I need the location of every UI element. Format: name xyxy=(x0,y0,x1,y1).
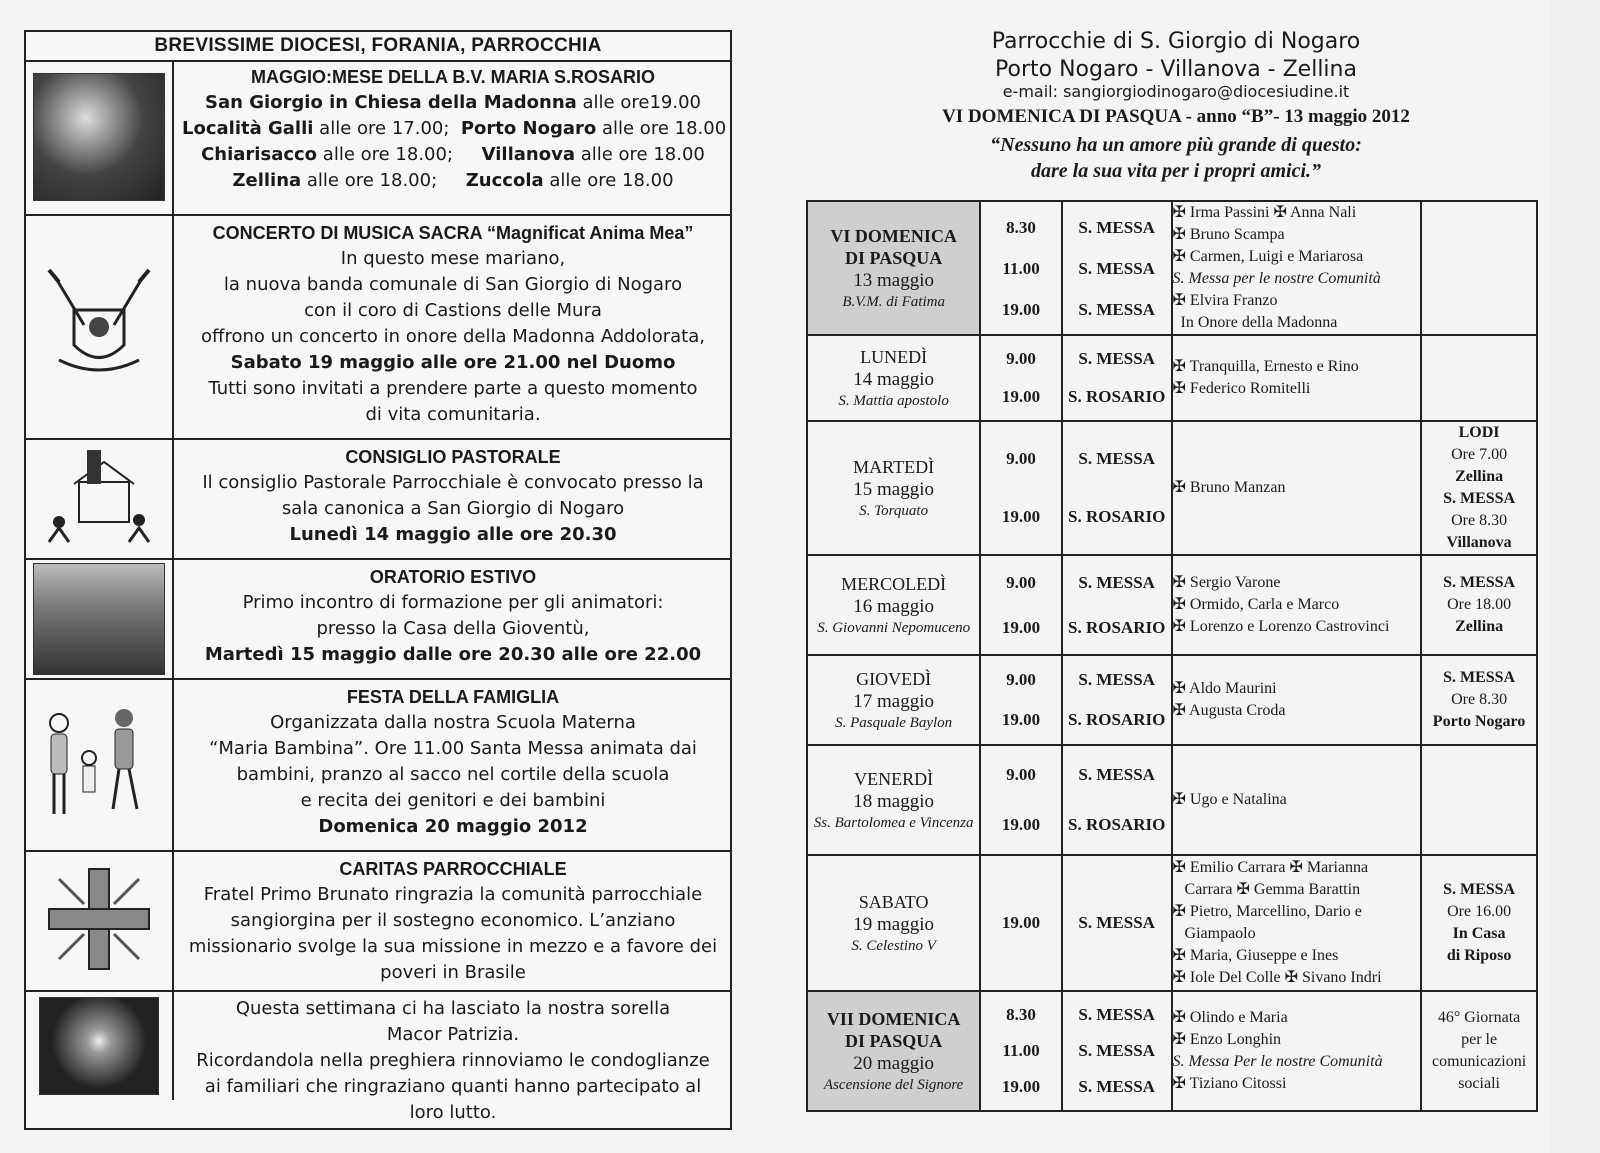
section-line: missionario svolge la sua missione in mezzo e a favore dei xyxy=(188,936,718,957)
news-section xyxy=(26,680,730,852)
section-line: e recita dei genitori e dei bambini xyxy=(300,790,606,811)
bulletin-title: VI DOMENICA DI PASQUA - anno “B”- 13 maggio 2012 xyxy=(942,106,1410,127)
section-line: ai familiari che ringraziano quanti hanno partecipato al xyxy=(204,1076,702,1097)
schedule-note: Ore 8.30 xyxy=(1451,512,1508,529)
intentions-cell xyxy=(1172,991,1422,1111)
schedule-note: Porto Nogaro xyxy=(1432,713,1526,730)
schedule-note: S. MESSA xyxy=(1443,669,1516,686)
church-people-icon xyxy=(39,442,159,557)
service-type: S. MESSA xyxy=(1078,913,1155,932)
gospel-quote-line1: “Nessuno ha un amore più grande di questo: xyxy=(990,134,1362,156)
mass-intention: ✠ Ugo e Natalina xyxy=(1172,791,1287,808)
mass-time: 19.00 xyxy=(1001,815,1041,834)
mass-intention: ✠ Sergio Varone xyxy=(1172,574,1281,591)
news-section xyxy=(26,992,730,1123)
day-saint: Ascensione del Signore xyxy=(823,1076,964,1093)
service-type: S. MESSA xyxy=(1078,217,1155,237)
mass-time: 19.00 xyxy=(1001,299,1041,319)
mass-time: 11.00 xyxy=(1002,1041,1040,1060)
intentions-cell xyxy=(1172,335,1422,421)
mass-time: 19.00 xyxy=(1001,618,1041,637)
section-line: Fratel Primo Brunato ringrazia la comunità parrocchiale xyxy=(203,884,703,905)
mass-time: 9.00 xyxy=(1006,765,1036,784)
caritas-cross-icon xyxy=(44,864,154,979)
in-memoriam-icon xyxy=(39,997,159,1095)
service-cell xyxy=(1062,991,1172,1111)
schedule-time: alle ore 18.00 xyxy=(574,144,705,165)
day-saint: S. Mattia apostolo xyxy=(838,392,949,409)
day-cell xyxy=(807,991,980,1111)
section-thumbnail xyxy=(26,560,174,678)
news-section xyxy=(26,216,730,440)
section-thumbnail xyxy=(26,680,174,850)
adjacent-page-edge xyxy=(1550,0,1600,1153)
family-icon xyxy=(39,698,159,833)
service-type: S. ROSARIO xyxy=(1068,387,1166,406)
service-type: S. MESSA xyxy=(1078,449,1155,468)
band-emblem-icon xyxy=(39,265,159,390)
schedule-note: S. MESSA xyxy=(1443,574,1516,591)
intentions-cell xyxy=(1172,745,1422,855)
mass-time: 9.00 xyxy=(1006,573,1036,592)
day-name: GIOVEDÌ xyxy=(856,668,932,689)
time-cell xyxy=(980,201,1062,335)
schedule-note: LODI xyxy=(1458,424,1500,441)
day-name: MARTEDÌ xyxy=(853,456,935,477)
mass-intention: ✠ Aldo Maurini xyxy=(1172,680,1277,697)
section-thumbnail xyxy=(26,60,174,214)
section-title: FESTA DELLA FAMIGLIA xyxy=(346,687,560,707)
section-line xyxy=(182,142,724,168)
news-section xyxy=(26,560,730,680)
service-cell xyxy=(1062,655,1172,745)
mass-intention: ✠ Pietro, Marcellino, Dario e xyxy=(1172,903,1362,920)
schedule-note: In Casa xyxy=(1452,925,1506,942)
service-cell xyxy=(1062,201,1172,335)
time-cell xyxy=(980,555,1062,655)
schedule-time: alle ore 18.00; xyxy=(301,170,466,191)
mass-time: 9.00 xyxy=(1006,449,1036,468)
schedule-row xyxy=(807,655,1537,745)
mass-intention: ✠ Carmen, Luigi e Mariarosa xyxy=(1172,248,1364,265)
schedule-note: Zellina xyxy=(1455,468,1504,485)
mass-intention: In Onore della Madonna xyxy=(1172,314,1338,331)
intentions-cell xyxy=(1172,555,1422,655)
section-line: offrono un concerto in onore della Madonna Addolorata, xyxy=(201,326,705,347)
section-line xyxy=(182,168,724,194)
section-line: loro lutto. xyxy=(409,1102,497,1123)
mass-time: 19.00 xyxy=(1001,913,1041,932)
mass-time: 9.00 xyxy=(1006,670,1036,689)
day-name: VI DOMENICA xyxy=(830,225,957,246)
section-text xyxy=(176,560,730,678)
location-name: Villanova xyxy=(481,144,575,165)
section-thumbnail xyxy=(26,440,174,558)
time-cell xyxy=(980,421,1062,555)
intentions-cell xyxy=(1172,421,1422,555)
notes-cell xyxy=(1421,201,1537,335)
service-type: S. MESSA xyxy=(1078,299,1155,319)
mass-time: 8.30 xyxy=(1006,1005,1036,1024)
section-text xyxy=(176,216,730,438)
service-cell xyxy=(1062,335,1172,421)
section-line: Tutti sono invitati a prendere parte a questo momento xyxy=(208,378,698,399)
time-cell xyxy=(980,991,1062,1111)
mass-intention: ✠ Lorenzo e Lorenzo Castrovinci xyxy=(1172,618,1390,635)
location-name: Zuccola xyxy=(465,170,544,191)
gospel-quote-line2: dare la sua vita per i propri amici.” xyxy=(1031,160,1321,182)
news-section xyxy=(26,852,730,992)
section-highlight: Lunedì 14 maggio alle ore 20.30 xyxy=(289,524,617,545)
schedule-time: alle ore 17.00; xyxy=(313,118,461,139)
section-highlight: Domenica 20 maggio 2012 xyxy=(318,816,588,837)
day-cell xyxy=(807,855,980,991)
schedule-time: alle ore 18.00 xyxy=(596,118,727,139)
schedule-row xyxy=(807,335,1537,421)
time-cell xyxy=(980,745,1062,855)
day-name: SABATO xyxy=(858,891,929,912)
madonna-photo-icon xyxy=(33,73,165,201)
mass-time: 8.30 xyxy=(1006,217,1036,237)
section-text xyxy=(176,440,730,558)
mass-intention: ✠ Bruno Scampa xyxy=(1172,226,1285,243)
notes-cell xyxy=(1421,655,1537,745)
schedule-note: 46° Giornata xyxy=(1437,1009,1521,1026)
schedule-note: Villanova xyxy=(1446,534,1512,551)
day-saint: B.V.M. di Fatima xyxy=(842,293,945,310)
parish-name: Parrocchie di S. Giorgio di Nogaro xyxy=(991,29,1361,54)
schedule-row xyxy=(807,421,1537,555)
service-type: S. MESSA xyxy=(1078,573,1155,592)
section-text xyxy=(176,992,730,1123)
day-date: 20 maggio xyxy=(853,1052,935,1074)
mass-intention: S. Messa Per le nostre Comunità xyxy=(1172,1053,1383,1070)
day-name: VENERDÌ xyxy=(854,768,934,789)
service-type: S. MESSA xyxy=(1078,1041,1155,1060)
day-name: DI PASQUA xyxy=(845,1030,943,1051)
day-saint: Ss. Bartolomea e Vincenza xyxy=(813,814,974,831)
schedule-time: alle ore 18.00; xyxy=(317,144,482,165)
day-date: 18 maggio xyxy=(853,790,935,812)
day-date: 14 maggio xyxy=(853,368,935,390)
service-type: S. ROSARIO xyxy=(1068,815,1166,834)
time-cell xyxy=(980,335,1062,421)
schedule-note: sociali xyxy=(1458,1075,1500,1092)
day-saint: S. Giovanni Nepomuceno xyxy=(817,619,971,636)
service-cell xyxy=(1062,555,1172,655)
day-date: 16 maggio xyxy=(853,595,935,617)
day-date: 19 maggio xyxy=(853,913,935,935)
schedule-row xyxy=(807,855,1537,991)
section-text xyxy=(176,852,730,990)
service-type: S. MESSA xyxy=(1078,1005,1155,1024)
time-cell xyxy=(980,855,1062,991)
intentions-cell xyxy=(1172,201,1422,335)
mass-intention: ✠ Elvira Franzo xyxy=(1172,292,1278,309)
intentions-cell xyxy=(1172,655,1422,745)
mass-intention: ✠ Enzo Longhin xyxy=(1172,1031,1282,1048)
day-name: VII DOMENICA xyxy=(826,1008,961,1029)
day-date: 15 maggio xyxy=(853,478,935,500)
service-type: S. ROSARIO xyxy=(1068,618,1166,637)
section-line: Ricordandola nella preghiera rinnoviamo le condoglianze xyxy=(196,1050,710,1071)
schedule-note: Zellina xyxy=(1455,618,1504,635)
section-highlight: Martedì 15 maggio dalle ore 20.30 alle ore 22.00 xyxy=(204,644,702,665)
mass-intention: ✠ Iole Del Colle ✠ Sivano Indri xyxy=(1172,969,1382,986)
day-cell xyxy=(807,745,980,855)
location-name: Zellina xyxy=(232,170,302,191)
day-cell xyxy=(807,335,980,421)
schedule-note: Ore 7.00 xyxy=(1451,446,1508,463)
notes-cell xyxy=(1421,335,1537,421)
news-header: BREVISSIME DIOCESI, FORANIA, PARROCCHIA xyxy=(26,32,730,62)
section-text xyxy=(176,680,730,850)
day-cell xyxy=(807,655,980,745)
section-line: bambini, pranzo al sacco nel cortile della scuola xyxy=(236,764,670,785)
section-thumbnail xyxy=(26,992,174,1100)
section-thumbnail xyxy=(26,216,174,438)
day-name: MERCOLEDÌ xyxy=(841,573,947,594)
day-saint: S. Pasquale Baylon xyxy=(835,714,953,731)
mass-intention: ✠ Bruno Manzan xyxy=(1172,479,1286,496)
news-section xyxy=(26,60,730,216)
oratorio-photo-icon xyxy=(33,563,165,675)
section-highlight: Sabato 19 maggio alle ore 21.00 nel Duomo xyxy=(230,352,676,373)
schedule-row xyxy=(807,201,1537,335)
section-title: CONCERTO DI MUSICA SACRA “Magnificat Anima Mea” xyxy=(212,223,694,243)
service-type: S. MESSA xyxy=(1078,258,1155,278)
news-section xyxy=(26,440,730,560)
section-line: poveri in Brasile xyxy=(380,962,526,983)
schedule-note: Ore 8.30 xyxy=(1451,691,1508,708)
location-name: Chiarisacco xyxy=(201,144,318,165)
schedule-row xyxy=(807,555,1537,655)
section-line: Questa settimana ci ha lasciato la nostra sorella xyxy=(235,998,671,1019)
notes-cell xyxy=(1421,991,1537,1111)
mass-time: 19.00 xyxy=(1001,710,1041,729)
day-saint: S. Celestino V xyxy=(851,937,936,954)
service-cell xyxy=(1062,855,1172,991)
day-name: DI PASQUA xyxy=(845,247,943,268)
mass-intention: Carrara ✠ Gemma Barattin xyxy=(1172,881,1361,898)
location-name: Località Galli xyxy=(182,118,314,139)
mass-time: 19.00 xyxy=(1001,1077,1041,1096)
schedule-note: comunicazioni xyxy=(1431,1053,1527,1070)
section-line: con il coro di Castions delle Mura xyxy=(304,300,602,321)
schedule-note: di Riposo xyxy=(1446,947,1512,964)
section-thumbnail xyxy=(26,852,174,990)
mass-intention: ✠ Emilio Carrara ✠ Marianna xyxy=(1172,859,1369,876)
section-line: di vita comunitaria. xyxy=(365,404,541,425)
service-cell xyxy=(1062,421,1172,555)
mass-time: 11.00 xyxy=(1002,258,1040,278)
section-text xyxy=(176,60,730,214)
mass-intention: ✠ Ormido, Carla e Marco xyxy=(1172,596,1340,613)
section-title: CONSIGLIO PASTORALE xyxy=(345,447,561,467)
location-name: Porto Nogaro xyxy=(460,118,597,139)
mass-intention: ✠ Tranquilla, Ernesto e Rino xyxy=(1172,358,1359,375)
service-type: S. ROSARIO xyxy=(1068,507,1166,526)
parish-places: Porto Nogaro - Villanova - Zellina xyxy=(995,57,1357,82)
section-line: In questo mese mariano, xyxy=(340,248,566,269)
service-type: S. MESSA xyxy=(1078,765,1155,784)
schedule-row xyxy=(807,745,1537,855)
service-type: S. ROSARIO xyxy=(1068,710,1166,729)
day-cell xyxy=(807,421,980,555)
service-type: S. MESSA xyxy=(1078,349,1155,368)
mass-intention: ✠ Maria, Giuseppe e Ines xyxy=(1172,947,1339,964)
notes-cell xyxy=(1421,421,1537,555)
schedule-note: S. MESSA xyxy=(1443,490,1516,507)
schedule-row xyxy=(807,991,1537,1111)
schedule-note: per le xyxy=(1461,1031,1498,1048)
section-line: Macor Patrizia. xyxy=(386,1024,520,1045)
schedule-time: alle ore19.00 xyxy=(576,92,701,113)
mass-intention: ✠ Augusta Croda xyxy=(1172,702,1286,719)
news-panel xyxy=(24,30,732,1130)
mass-time: 19.00 xyxy=(1001,387,1041,406)
schedule-time: alle ore 18.00 xyxy=(543,170,674,191)
schedule-note: Ore 16.00 xyxy=(1447,903,1512,920)
mass-intention: S. Messa per le nostre Comunità xyxy=(1172,270,1381,287)
section-title: MAGGIO:MESE DELLA B.V. MARIA S.ROSARIO xyxy=(250,67,656,87)
section-line xyxy=(182,116,727,142)
mass-intention: ✠ Tiziano Citossi xyxy=(1172,1075,1287,1092)
section-line xyxy=(182,90,724,116)
section-title: ORATORIO ESTIVO xyxy=(369,567,537,587)
day-cell xyxy=(807,201,980,335)
schedule-note: Ore 18.00 xyxy=(1447,596,1512,613)
day-saint: S. Torquato xyxy=(859,502,929,519)
section-line: Organizzata dalla nostra Scuola Materna xyxy=(270,712,636,733)
time-cell xyxy=(980,655,1062,745)
service-type: S. MESSA xyxy=(1078,1077,1155,1096)
intentions-cell xyxy=(1172,855,1422,991)
mass-intention: ✠ Olindo e Maria xyxy=(1172,1009,1288,1026)
section-line: sala canonica a San Giorgio di Nogaro xyxy=(281,498,625,519)
mass-intention: ✠ Irma Passini ✠ Anna Nali xyxy=(1172,204,1357,221)
day-date: 17 maggio xyxy=(853,690,935,712)
section-line: Il consiglio Pastorale Parrocchiale è convocato presso la xyxy=(202,472,704,493)
mass-schedule-table xyxy=(806,200,1538,1112)
mass-time: 19.00 xyxy=(1001,507,1041,526)
mass-time: 9.00 xyxy=(1006,349,1036,368)
mass-intention: ✠ Federico Romitelli xyxy=(1172,380,1311,397)
location-name: San Giorgio in Chiesa della Madonna xyxy=(205,92,577,113)
day-date: 13 maggio xyxy=(853,269,935,291)
service-cell xyxy=(1062,745,1172,855)
section-title: CARITAS PARROCCHIALE xyxy=(339,859,567,879)
section-line: “Maria Bambina”. Ore 11.00 Santa Messa animata dai xyxy=(209,738,697,759)
day-cell xyxy=(807,555,980,655)
section-line: Primo incontro di formazione per gli animatori: xyxy=(242,592,664,613)
notes-cell xyxy=(1421,855,1537,991)
mass-intention: Giampaolo xyxy=(1172,925,1256,942)
schedule-note: S. MESSA xyxy=(1443,881,1516,898)
notes-cell xyxy=(1421,555,1537,655)
section-line: sangiorgina per il sostegno economico. L’anziano xyxy=(230,910,676,931)
service-type: S. MESSA xyxy=(1078,670,1155,689)
parish-email: e-mail: sangiorgiodinogaro@diocesiudine.it xyxy=(1002,82,1350,101)
notes-cell xyxy=(1421,745,1537,855)
day-name: LUNEDÌ xyxy=(860,346,928,367)
section-line: presso la Casa della Gioventù, xyxy=(316,618,590,639)
section-line: la nuova banda comunale di San Giorgio di Nogaro xyxy=(223,274,683,295)
